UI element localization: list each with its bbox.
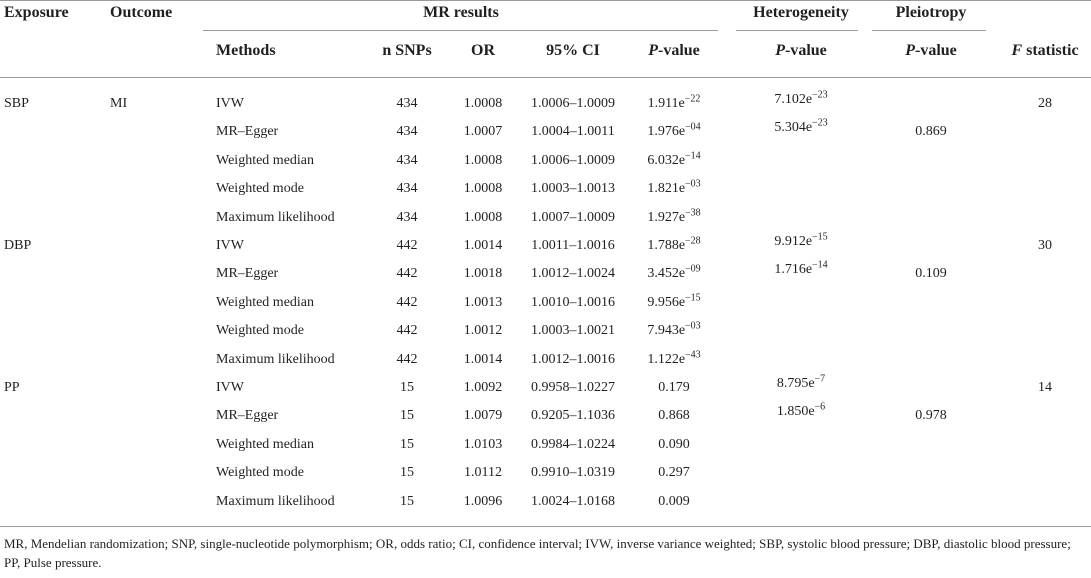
p-value-cell: 0.297 — [658, 465, 690, 481]
or-cell: 1.0096 — [463, 493, 503, 509]
ci-cell: 0.9958–1.0227 — [531, 380, 615, 395]
header-pleiotropy-p-value: P-value — [905, 42, 957, 59]
exposure-cell: SBP — [4, 96, 29, 111]
ci-cell: 1.0006–1.0009 — [531, 96, 615, 111]
n-snps-cell: 442 — [396, 238, 418, 253]
method-cell: MR–Egger — [216, 124, 279, 140]
heterogeneity-p-cell: $8.795e^{-7}$ — [776, 373, 826, 391]
p-value-cell: $6.032e^{-14}$ — [647, 150, 701, 168]
ci-cell: 0.9910–1.0319 — [531, 465, 615, 481]
method-cell: MR–Egger — [216, 266, 279, 282]
method-cell: Weighted mode — [216, 181, 304, 197]
header-95ci: 95% CI — [546, 42, 600, 59]
ci-cell: 1.0003–1.0013 — [531, 181, 615, 197]
f-statistic-cell: 30 — [1038, 238, 1052, 253]
n-snps-cell: 442 — [396, 323, 418, 339]
or-cell: 1.0012 — [463, 323, 503, 339]
exposure-cell: PP — [4, 380, 20, 395]
n-snps-cell: 434 — [396, 152, 418, 168]
table-bottom-rule — [0, 526, 1091, 527]
heterogeneity-underline — [736, 30, 858, 31]
ci-cell: 1.0006–1.0009 — [531, 152, 615, 168]
heterogeneity-p-cell: $7.102e^{-23}$ — [774, 89, 828, 107]
method-cell: Weighted median — [216, 294, 315, 310]
or-cell: 1.0008 — [463, 152, 503, 168]
heterogeneity-p-cell: $1.850e^{-6}$ — [776, 401, 826, 420]
outcome-cell: MI — [110, 96, 128, 111]
header-or: OR — [471, 42, 495, 59]
header-methods: Methods — [216, 42, 276, 59]
p-value-cell: 0.868 — [658, 408, 690, 424]
method-cell: Weighted mode — [216, 323, 304, 339]
or-cell: 1.0008 — [463, 209, 503, 225]
header-heterogeneity-p-value: P-value — [775, 42, 827, 59]
n-snps-cell: 434 — [396, 209, 418, 225]
n-snps-cell: 434 — [396, 96, 418, 111]
n-snps-cell: 15 — [400, 436, 414, 452]
ci-cell: 1.0012–1.0024 — [531, 266, 615, 282]
p-value-cell: $7.943e^{-03}$ — [647, 320, 701, 339]
or-cell: 1.0008 — [463, 96, 503, 111]
or-cell: 1.0007 — [463, 124, 503, 140]
header-n-snps: n SNPs — [382, 42, 432, 59]
n-snps-cell: 434 — [396, 181, 418, 197]
pleiotropy-p-cell: 0.109 — [915, 266, 947, 282]
or-cell: 1.0103 — [463, 436, 503, 452]
ci-cell: 1.0007–1.0009 — [531, 209, 615, 225]
heterogeneity-p-cell: $9.912e^{-15}$ — [774, 231, 828, 249]
method-cell: MR–Egger — [216, 408, 279, 424]
mr-results-underline — [203, 30, 718, 31]
p-value-cell: $1.788e^{-28}$ — [647, 235, 701, 253]
ci-cell: 1.0024–1.0168 — [531, 493, 615, 509]
header-pleiotropy: Pleiotropy — [895, 4, 967, 21]
or-cell: 1.0112 — [464, 465, 502, 481]
n-snps-cell: 434 — [396, 124, 418, 140]
n-snps-cell: 442 — [396, 294, 418, 310]
header-p-value: P-value — [648, 42, 700, 59]
p-value-cell: $1.821e^{-03}$ — [647, 178, 701, 197]
p-value-cell: $1.122e^{-43}$ — [647, 348, 701, 367]
header-mr-results: MR results — [423, 4, 499, 21]
n-snps-cell: 15 — [400, 493, 414, 509]
p-value-cell: 0.090 — [658, 436, 690, 452]
method-cell: Weighted median — [216, 436, 315, 452]
ci-cell: 1.0003–1.0021 — [531, 323, 615, 339]
ci-cell: 0.9984–1.0224 — [531, 436, 615, 452]
p-value-cell: 0.179 — [658, 380, 690, 395]
f-statistic-cell: 28 — [1038, 96, 1052, 111]
or-cell: 1.0092 — [463, 380, 503, 395]
p-value-cell: 0.009 — [658, 493, 690, 509]
or-cell: 1.0008 — [463, 181, 503, 197]
pleiotropy-p-cell: 0.978 — [915, 408, 947, 424]
or-cell: 1.0014 — [463, 351, 503, 367]
or-cell: 1.0079 — [463, 408, 503, 424]
header-outcome: Outcome — [110, 4, 173, 21]
f-statistic-cell: 14 — [1038, 380, 1052, 395]
p-value-cell: $9.956e^{-15}$ — [647, 292, 701, 310]
header-bottom-rule — [0, 77, 1091, 78]
method-cell: Weighted mode — [216, 465, 304, 481]
header-heterogeneity: Heterogeneity — [753, 4, 849, 21]
heterogeneity-p-cell: $5.304e^{-23}$ — [774, 117, 828, 136]
ci-cell: 0.9205–1.1036 — [531, 408, 615, 424]
pleiotropy-underline — [872, 30, 986, 31]
ci-cell: 1.0011–1.0016 — [531, 238, 615, 253]
exposure-cell: DBP — [4, 238, 32, 253]
method-cell: Maximum likelihood — [216, 209, 335, 225]
p-value-cell: $1.976e^{-04}$ — [647, 121, 701, 140]
p-value-cell: $1.911e^{-22}$ — [647, 93, 701, 111]
heterogeneity-p-cell: $1.716e^{-14}$ — [774, 259, 828, 278]
table-footnote: MR, Mendelian randomization; SNP, single-nucleotide polymorphism; OR, odds ratio; CI, confidence interval; IVW, inverse variance weighted; SBP, systolic blood pressure; DBP, diastolic blood pressure; PP, Pulse pressure. — [4, 536, 1071, 570]
p-value-cell: $1.927e^{-38}$ — [647, 206, 701, 225]
table-top-rule — [0, 0, 1091, 1]
p-value-cell: $3.452e^{-09}$ — [647, 263, 701, 282]
or-cell: 1.0013 — [463, 294, 503, 310]
method-cell: IVW — [216, 96, 244, 111]
header-f-statistic: F statistic — [1011, 42, 1079, 59]
or-cell: 1.0018 — [463, 266, 503, 282]
method-cell: IVW — [216, 380, 244, 395]
ci-cell: 1.0012–1.0016 — [531, 351, 615, 367]
or-cell: 1.0014 — [463, 238, 503, 253]
header-exposure: Exposure — [4, 4, 69, 21]
n-snps-cell: 442 — [396, 351, 418, 367]
n-snps-cell: 15 — [400, 408, 414, 424]
n-snps-cell: 15 — [400, 465, 414, 481]
method-cell: Maximum likelihood — [216, 351, 335, 367]
method-cell: IVW — [216, 238, 244, 253]
n-snps-cell: 442 — [396, 266, 418, 282]
ci-cell: 1.0010–1.0016 — [531, 294, 615, 310]
method-cell: Weighted median — [216, 152, 315, 168]
n-snps-cell: 15 — [400, 380, 414, 395]
method-cell: Maximum likelihood — [216, 493, 335, 509]
pleiotropy-p-cell: 0.869 — [915, 124, 947, 140]
ci-cell: 1.0004–1.0011 — [531, 124, 615, 140]
